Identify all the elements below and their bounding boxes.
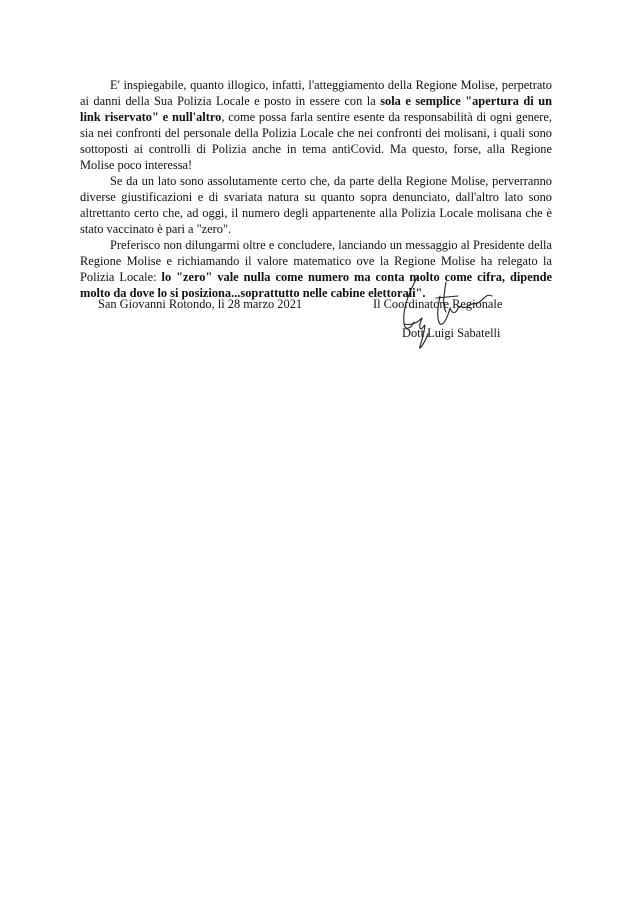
signer-title: Il Coordinatore Regionale	[373, 297, 503, 311]
place-date: San Giovanni Rotondo, lì 28 marzo 2021	[98, 297, 303, 311]
letter-body	[80, 77, 552, 301]
bold-text-run: lo "zero" vale nulla come numero ma conta molto come cifra, dipende molto da dove lo si posiziona...soprattutto nelle cabine elettorali".	[80, 270, 552, 300]
text-run: Se da un lato sono assolutamente certo che, da parte della Regione Molise, perverranno diverse giustificazioni e di svariata natura su quanto sopra denunciato, dall'altro lato sono altrettanto certo che, ad oggi, il numero degli appartenente alla Polizia Locale molisana che è stato vaccinato è pari a "zero".	[80, 174, 552, 236]
handwritten-signature-icon	[388, 272, 501, 354]
bold-text-run: sola e semplice "apertura di un link riservato" e null'altro	[80, 94, 553, 124]
paragraph-1	[80, 77, 552, 173]
signer-name: Dott Luigi Sabatelli	[402, 326, 501, 340]
text-run: , come possa farla sentire esente da responsabilità di ogni genere, sia nei confronti del personale della Polizia Locale che nei confronti dei molisani, i quali sono sottoposti ai controlli di Polizia anche in tema antiCovid. Ma questo, forse, alla Regione Molise poco interessa!	[80, 110, 552, 172]
paragraph-2	[80, 173, 552, 237]
text-run: Preferisco non dilungarmi oltre e concludere, lanciando un messaggio al Presidente della Regione Molise e richiamando il valore matematico ove la Regione Molise ha relegato la Polizia Locale:	[80, 238, 552, 284]
text-run: E' inspiegabile, quanto illogico, infatti, l'atteggiamento della Regione Molise, perpetrato ai danni della Sua Polizia Locale e posto in essere con la	[80, 78, 552, 108]
